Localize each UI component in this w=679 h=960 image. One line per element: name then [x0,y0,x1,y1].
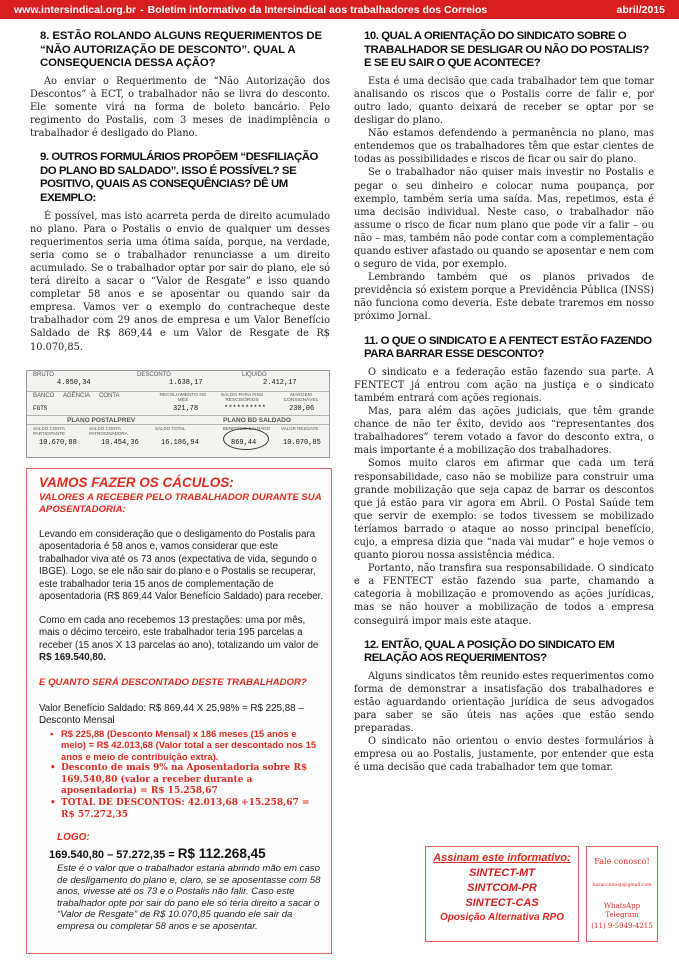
final-calculation: 169.540,80 – 57.272,35 = R$ 112.268,45 [49,846,266,861]
signer-item: Oposição Alternativa RPO [439,912,565,923]
contact-title: Fale conosco! [594,857,650,866]
payslip-value: 321,78 [173,405,199,413]
highlight-circle [223,428,269,450]
calculation-box [26,468,332,954]
payslip-label: AGÊNCIA [63,393,91,399]
box-subtitle: VALORES A RECEBER PELO TRABALHADOR DURANTE SUA APOSENTADORIA: [39,492,322,515]
box-title: VAMOS FAZER OS CÁCULOS: [39,475,234,490]
plan-postalprev-label: PLANO POSTALPREV [67,417,136,424]
box-paragraph-2: Como em cada ano recebemos 13 prestações: uma por mês, mais o décimo terceiro, este trabalhador teria 195 parcelas a receber (15 anos X 13 parcelas ao ano), totalizando um valor de R$ 169.540,80. [39,615,319,664]
question-11-paragraph: Somos muito claros em afirmar que cada um terá responsabilidade, caso não se mobilize para construir uma grande mobilização que seja capaz de barrar os descontos que já estão para vir agora em Abril. O Postal Saúde tem que servir de exemplo: se todos tivessem se mobilizado teríamos barrado o ataque ao nosso principal benefício, cujo, a empresa dizia que “nada vai mudar” e hoje vemos o quanto piorou nossa assistência médica. [354,458,654,562]
box-question: E QUANTO SERÁ DESCONTADO DESTE TRABALHADOR? [39,677,307,688]
question-8-title: 8. ESTÃO ROLANDO ALGUNS REQUERIMENTOS DE “NÃO AUTORIZAÇÃO DE DESCONTO”. QUAL A CONSEQUENCIA DESSA AÇÃO? [40,30,323,70]
payslip-label: SALDO PARA FINS RESCISÓRIOS [220,393,264,403]
question-10-paragraph: Não estamos defendendo a permanência no plano, mas entendemos que os trabalhadores têm que estar cientes de todas as possibilidades e riscos de ficar ou sair do plano. [354,128,654,166]
payslip-value: FGTS [33,405,48,412]
right-column [354,30,654,775]
payslip-value: 4.050,34 [57,379,91,387]
question-10-paragraph: Esta é uma decisão que cada trabalhador tem que tomar analisando os riscos que o Postalis corre de falir e, por outro lado, quanto deixará de receber se optar por se desligar do plano. [354,75,654,127]
payslip-label: MARGEM CONSIGNÁVEL [283,393,319,403]
beneficio-saldado-value: 869,44 [231,439,257,447]
payslip-label: CONTA [99,393,120,399]
plan-bd-saldado-label: PLANO BD SALDADO [223,417,291,424]
payslip-image [26,370,330,458]
valor-resgate-value: 10.070,85 [283,439,321,447]
question-10-paragraph: Lembrando também que os planos privados de previdência só existem porque a Previdência Pública (INSS) não funciona como deveria. Este debate traremos em nosso próximo Jornal. [354,272,654,323]
payslip-label: DESCONTO [137,372,171,378]
payslip-value: 10.454,36 [101,439,139,447]
total-to-receive: R$ 169.540,80. [39,652,106,664]
question-10-title: 10. QUAL A ORIENTAÇÃO DO SINDICATO SOBRE O TRABALHADOR SE DESLIGAR OU NÃO DO POSTALIS? E SE EU SAIR O QUE ACONTECE? [364,30,649,70]
list-item: • Desconto de mais 9% na Aposentadoria sobre R$ 169.540,80 (valor a receber durante a aposentadoria) = R$ 15.258,67 [50,763,308,797]
payslip-label: SALDO TOTAL [155,426,186,431]
payslip-label: BANCO [33,393,55,399]
question-11-paragraph: Portanto, não transfira sua responsabilidade. O sindicato e a FENTECT estão fazendo sua parte, chamando a categoria à mobilização e promovendo as ações jurídicas, mas se não houver a mobilização de todos a empresa conseguirá impor mais este ataque. [354,563,654,627]
box-paragraph-1: Levando em consideração que o desligamento do Postalis para aposentadoria é 58 anos e, vamos considerar que este trabalhador viva até os 73 anos (expectativa de vida, segundo o IBGE). Logo, se ele não sair do plano e o Postalis se recuperar, este trabalhador teria 15 anos de complementação de aposentadoria (R$ 869,44 Valor Benefício Saldado) para receber. [39,529,324,603]
signer-item: SINTECT-CAS [465,897,539,909]
contact-email[interactable]: luizaccintasp@gmail.com [592,883,652,888]
payslip-label: RECOLHIMENTO NO MÊS [159,393,207,403]
payslip-value: 2.412,17 [263,379,297,387]
question-12-paragraph: Alguns sindicatos têm reunido estes requerimentos como forma de demonstrar a insatisfação dos trabalhadores e estão aguardando orientação jurídica de seus advogados para saber se são úteis nas ações que estão sendo preparadas. [354,670,654,735]
question-9-title: 9. OUTROS FORMULÁRIOS PROPÕEM “DESFILIAÇÃO DO PLANO BD SALDADO”. ISSO É POSSÍVEL? SE POSITIVO, QUAIS AS CONSEQUÊNCIAS? DÊ UM EXEMPLO: [40,151,318,205]
box-conclusion: Este é o valor que o trabalhador estaria abrindo mão em caso de desligamento do plano e, claro, se se aposentasse com 58 anos, vivesse até os 73 e o Postalis não falir. Caso este trabalhador opte por sair do pano ele só teria direito a sacar o “Valor de Resgate” de R$ 10.070,85 quando ele sair da empresa ou completar 58 anos e se aposentar. [57,863,321,932]
payslip-label: BRUTO [33,372,54,378]
issue-date: abril/2015 [616,3,665,16]
discount-list [41,728,321,822]
contact-box [586,846,658,942]
bulletin-title: Boletim informativo da Intersindical aos trabalhadores dos Correios [147,3,488,16]
logo-label: LOGO: [57,832,90,843]
final-result: R$ 112.268,45 [177,846,266,861]
contact-whatsapp: WhatsApp Telegram [603,902,641,919]
contact-phone[interactable]: (11) 9-5949-4215 [591,922,653,930]
question-10-paragraph: Se o trabalhador não quiser mais investir no Postalis e pegar o seu dinheiro e colocar numa poupança, por exemplo, também seria uma saída. Mas, repetimos, esta é uma decisão individual. Neste caso, o trabalhador não assume o risco de ficar num plano que pode vir a falir – ou não – mas, também não pode contar com a complementação quando estiver afastado ou quando se aposentar e nem com o seguro de vida, por exemplo. [354,167,654,271]
payslip-value: 230,06 [289,405,315,413]
header-separator: - [140,3,144,16]
question-8-paragraph: Ao enviar o Requerimento de “Não Autorização dos Descontos” à ECT, o trabalhador não se livra do desconto. Ele somente virá na forma de boleto bancário. Pelo regimento do Postalis, com 3 meses de inadimplência o trabalhador é desligado do Plano. [30,75,330,140]
payslip-label: BENEFÍCIO SALDADO [223,426,271,431]
question-11-paragraph: Mas, para além das ações judiciais, que têm grande chance de não ter êxito, devido aos “representantes dos trabalhadores” terem votado a favor do desconto extra, o mais importante é a mobilização dos trabalhadores. [354,406,654,457]
payslip-value: ********** [224,405,267,413]
question-11-title: 11. O QUE O SINDICATO E A FENTECT ESTÃO FAZENDO PARA BARRAR ESSE DESCONTO? [364,334,652,361]
signers-title: Assinam este informativo: [433,852,571,864]
payslip-label: LÍQUIDO [242,372,267,378]
question-9-paragraph: É possível, mas isto acarreta perda de direito acumulado no plano. Para o Postalis o envio de qualquer um desses requerimentos seria uma ótima saída, porque, na verdade, seria como se o trabalhador renunciasse a um direito acumulado. Se o trabalhador optar por sair do plano, ele só terá direito a sacar o “Valor de Resgate” e isso quando completar 58 anos e se aposentar ou quando sair da empresa. Vamos ver o exemplo do contracheque deste trabalhador com 29 anos de empresa e um Valor Benefício Saldado de R$ 869,44 e um Valor de Resgate de R$ 10.070,85. [30,210,330,353]
question-12-paragraph: O sindicato não orientou o envio destes formulários à empresa ou ao Postalis, justamente, por entender que esta é uma decisão que cada trabalhador tem que tomar. [354,736,654,774]
list-item: ▪ R$ 225,88 (Desconto Mensal) x 186 meses (15 anos e meio) = R$ 42.013,68 (Valor total a ser descontado nos 15 anos e meio de contribuição extra). [50,728,317,762]
payslip-value: 10.670,88 [39,439,77,447]
signer-item: SINTCOM-PR [467,882,537,894]
header-bar [0,0,679,19]
payslip-label: SALDO CONTA PARTICIPANTE [33,426,66,436]
signers-box [425,846,579,942]
payslip-label: VALOR RESGATE [281,426,319,431]
list-item: • TOTAL DE DESCONTOS: 42.013,68 +15.258,67 = R$ 57.272,35 [50,798,310,820]
site-url[interactable]: www.intersindical.org.br [14,3,137,16]
payslip-label: SALDO CONTA PATROCINADORA [89,426,128,436]
left-column [30,30,330,354]
payslip-value: 1.638,17 [169,379,203,387]
question-11-paragraph: O sindicato e a federação estão fazendo sua parte. A FENTECT já entrou com ação na justiça e o sindicato também entrará com ações regionais. [354,366,654,404]
question-12-title: 12. ENTÃO, QUAL A POSIÇÃO DO SINDICATO EM RELAÇÃO AOS REQUERIMENTOS? [364,638,615,665]
payslip-value: 16.186,94 [161,439,199,447]
box-paragraph-3: Valor Benefício Saldado: R$ 869,44 X 25,98% = R$ 225,88 – Desconto Mensal [39,703,304,727]
signer-item: SINTECT-MT [469,867,535,879]
